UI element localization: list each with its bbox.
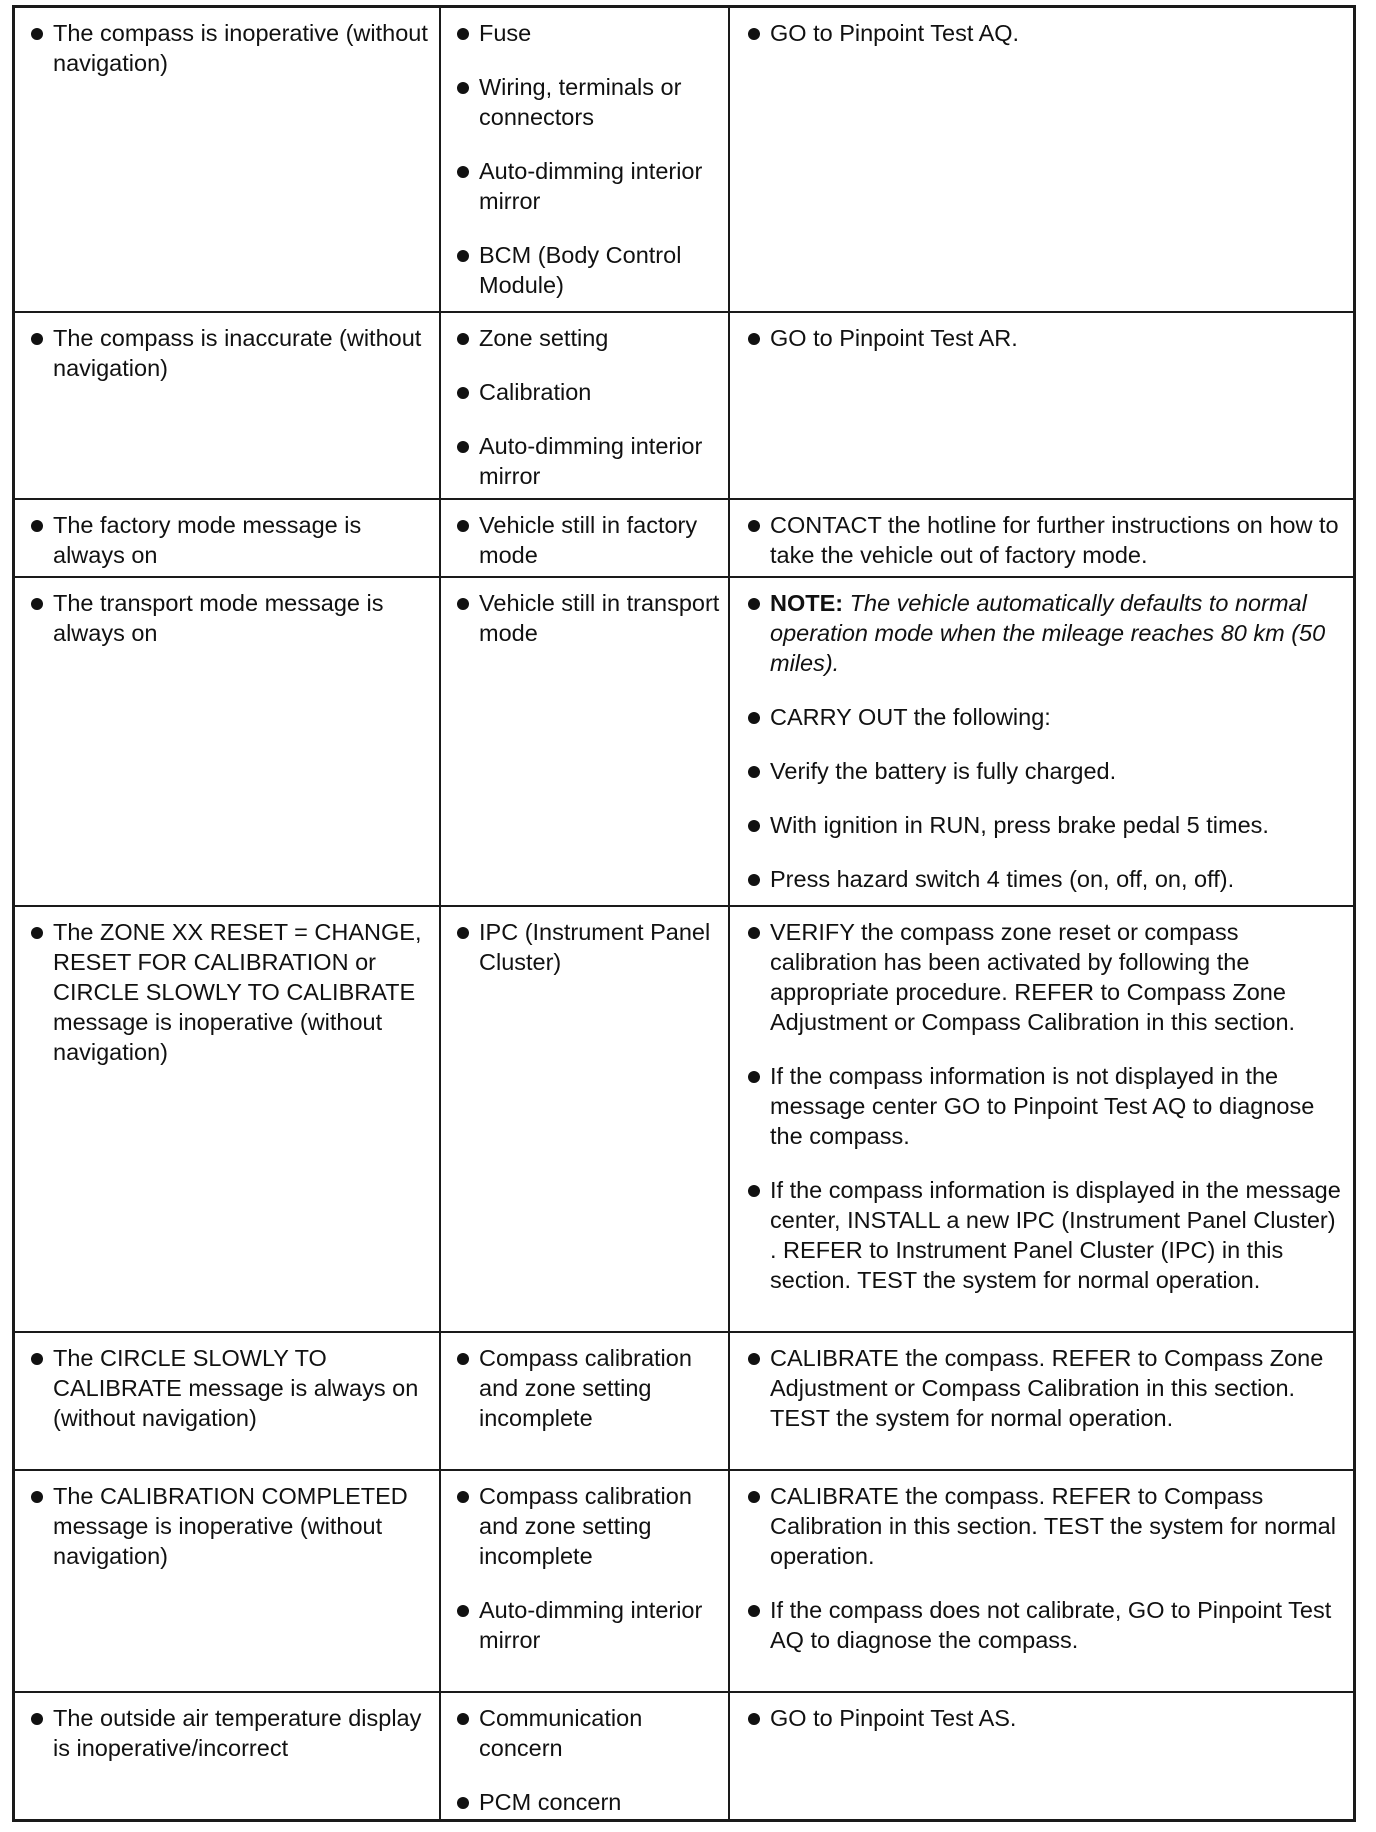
action-item: If the compass does not calibrate, GO to Pinpoint Test AQ to diagnose the compass. xyxy=(736,1595,1347,1655)
source-item: Communication concern xyxy=(447,1703,722,1763)
symptom-cell xyxy=(15,313,439,498)
source-item: Wiring, terminals or connectors xyxy=(447,72,722,132)
source-item: Vehicle still in factory mode xyxy=(447,510,722,570)
source-item: Zone setting xyxy=(447,323,722,353)
symptom-item: The outside air temperature display is inoperative/incorrect xyxy=(21,1703,433,1763)
action-cell xyxy=(728,1471,1353,1691)
symptom-item: The transport mode message is always on xyxy=(21,588,433,648)
action-item: CONTACT the hotline for further instructions on how to take the vehicle out of factory mode. xyxy=(736,510,1347,570)
possible-source-cell xyxy=(439,8,728,311)
source-item: Vehicle still in transport mode xyxy=(447,588,722,648)
possible-source-cell xyxy=(439,907,728,1331)
action-item: GO to Pinpoint Test AS. xyxy=(736,1703,1347,1733)
possible-source-cell xyxy=(439,500,728,576)
symptom-cell xyxy=(15,907,439,1331)
action-item: CALIBRATE the compass. REFER to Compass Zone Adjustment or Compass Calibration in this section. TEST the system for normal operation. xyxy=(736,1343,1347,1433)
table-row xyxy=(15,1691,1353,1819)
symptom-cell xyxy=(15,500,439,576)
diagnostic-table xyxy=(12,5,1356,1822)
possible-source-cell xyxy=(439,313,728,498)
note-item xyxy=(736,588,1347,678)
action-item: VERIFY the compass zone reset or compass calibration has been activated by following the appropriate procedure. REFER to Compass Zone Adjustment or Compass Calibration in this section. xyxy=(736,917,1347,1037)
action-item: If the compass information is not displayed in the message center GO to Pinpoint Test AQ to diagnose the compass. xyxy=(736,1061,1347,1151)
action-cell xyxy=(728,313,1353,498)
source-item: Auto-dimming interior mirror xyxy=(447,1595,722,1655)
action-cell xyxy=(728,500,1353,576)
source-item: Calibration xyxy=(447,377,722,407)
source-item: IPC (Instrument Panel Cluster) xyxy=(447,917,722,977)
symptom-item: The CALIBRATION COMPLETED message is inoperative (without navigation) xyxy=(21,1481,433,1571)
symptom-item: The compass is inoperative (without navigation) xyxy=(21,18,433,78)
action-item: GO to Pinpoint Test AQ. xyxy=(736,18,1347,48)
action-item: CARRY OUT the following: xyxy=(736,702,1347,732)
symptom-cell xyxy=(15,8,439,311)
symptom-cell xyxy=(15,1471,439,1691)
possible-source-cell xyxy=(439,1333,728,1469)
table-row xyxy=(15,8,1353,311)
table-row xyxy=(15,311,1353,498)
action-item: CALIBRATE the compass. REFER to Compass Calibration in this section. TEST the system for normal operation. xyxy=(736,1481,1347,1571)
action-cell xyxy=(728,1693,1353,1819)
action-cell xyxy=(728,1333,1353,1469)
source-item: PCM concern xyxy=(447,1787,722,1817)
action-item: Press hazard switch 4 times (on, off, on, off). xyxy=(736,864,1347,894)
source-item: BCM (Body Control Module) xyxy=(447,240,722,300)
action-item: With ignition in RUN, press brake pedal 5 times. xyxy=(736,810,1347,840)
action-cell xyxy=(728,578,1353,905)
symptom-item: The ZONE XX RESET = CHANGE, RESET FOR CALIBRATION or CIRCLE SLOWLY TO CALIBRATE message is inoperative (without navigation) xyxy=(21,917,433,1067)
possible-source-cell xyxy=(439,1693,728,1819)
note-label: NOTE: xyxy=(770,590,844,616)
action-cell xyxy=(728,907,1353,1331)
action-item: If the compass information is displayed in the message center, INSTALL a new IPC (Instrument Panel Cluster) . REFER to Instrument Panel Cluster (IPC) in this section. TEST the system for normal operation. xyxy=(736,1175,1347,1295)
symptom-item: The compass is inaccurate (without navigation) xyxy=(21,323,433,383)
source-item: Compass calibration and zone setting incomplete xyxy=(447,1343,722,1433)
action-cell xyxy=(728,8,1353,311)
table-row xyxy=(15,1331,1353,1469)
table-row xyxy=(15,498,1353,576)
source-item: Auto-dimming interior mirror xyxy=(447,156,722,216)
symptom-cell xyxy=(15,1333,439,1469)
symptom-cell xyxy=(15,1693,439,1819)
source-item: Fuse xyxy=(447,18,722,48)
table-row xyxy=(15,576,1353,905)
source-item: Compass calibration and zone setting incomplete xyxy=(447,1481,722,1571)
note-text: The vehicle automatically defaults to normal operation mode when the mileage reaches 80 km (50 miles). xyxy=(770,590,1326,676)
source-item: Auto-dimming interior mirror xyxy=(447,431,722,491)
symptom-item: The CIRCLE SLOWLY TO CALIBRATE message is always on (without navigation) xyxy=(21,1343,433,1433)
symptom-item: The factory mode message is always on xyxy=(21,510,433,570)
table-row xyxy=(15,905,1353,1331)
possible-source-cell xyxy=(439,578,728,905)
possible-source-cell xyxy=(439,1471,728,1691)
table-row xyxy=(15,1469,1353,1691)
action-item: GO to Pinpoint Test AR. xyxy=(736,323,1347,353)
symptom-cell xyxy=(15,578,439,905)
action-item: Verify the battery is fully charged. xyxy=(736,756,1347,786)
